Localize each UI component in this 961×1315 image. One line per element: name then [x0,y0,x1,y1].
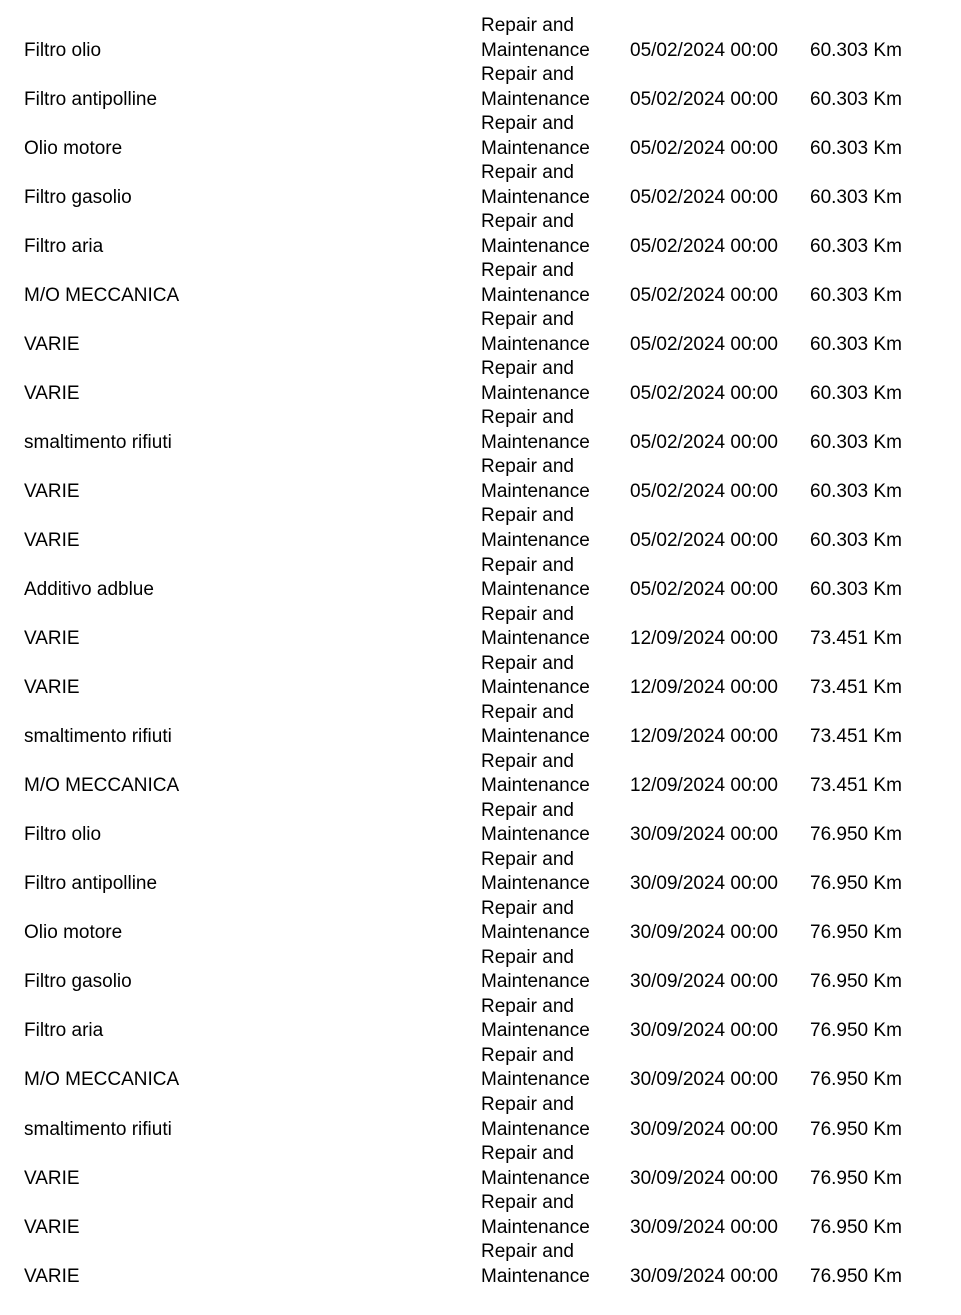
item-category-line1: Repair and [481,652,574,674]
item-mileage: 76.950 Km [810,1167,902,1189]
item-category-line1: Repair and [481,1044,574,1066]
item-category-line1: Repair and [481,358,574,380]
item-mileage: 60.303 Km [810,382,902,404]
item-mileage: 60.303 Km [810,284,902,306]
item-category [481,603,590,652]
item-description: VARIE [24,480,80,502]
item-date: 05/02/2024 00:00 [630,431,778,453]
table-row [0,1191,961,1240]
item-category-line1: Repair and [481,15,574,36]
table-row [0,112,961,161]
item-date: 05/02/2024 00:00 [630,88,778,110]
item-category-line2: Maintenance [481,137,590,159]
table-row [0,1142,961,1191]
item-category-line1: Repair and [481,162,574,184]
item-mileage: 73.451 Km [810,775,902,797]
item-date: 30/09/2024 00:00 [630,1020,778,1042]
item-date: 05/02/2024 00:00 [630,137,778,159]
item-mileage: 60.303 Km [810,39,902,61]
item-mileage: 73.451 Km [810,726,902,748]
item-description: Olio motore [24,922,123,944]
item-description: VARIE [24,1216,80,1238]
item-date: 12/09/2024 00:00 [630,628,778,650]
item-date: 05/02/2024 00:00 [630,480,778,502]
item-description: Olio motore [24,137,123,159]
item-description: Filtro olio [24,824,102,846]
item-category [481,1142,590,1191]
item-date: 05/02/2024 00:00 [630,235,778,257]
item-category [481,897,590,946]
item-category-line2: Maintenance [481,186,590,208]
item-description: smaltimento rifiuti [24,726,172,748]
table-row [0,504,961,553]
item-category-line1: Repair and [481,309,574,331]
item-description: M/O MECCANICA [24,775,180,797]
table-row [0,14,961,63]
table-row [0,1093,961,1142]
item-category-line1: Repair and [481,505,574,527]
item-category-line1: Repair and [481,603,574,625]
item-mileage: 60.303 Km [810,431,902,453]
table-row [0,1240,961,1289]
item-category [481,259,590,308]
item-category-line1: Repair and [481,946,574,968]
item-category-line1: Repair and [481,1192,574,1214]
item-mileage: 76.950 Km [810,1118,902,1140]
item-category-line2: Maintenance [481,677,590,699]
maintenance-table [0,14,961,1289]
item-category-line2: Maintenance [481,775,590,797]
item-date: 05/02/2024 00:00 [630,529,778,551]
item-description: Additivo adblue [24,579,154,601]
item-category [481,210,590,259]
item-category-line1: Repair and [481,456,574,478]
item-date: 12/09/2024 00:00 [630,677,778,699]
item-mileage: 60.303 Km [810,333,902,355]
item-category-line2: Maintenance [481,431,590,453]
item-category-line2: Maintenance [481,382,590,404]
item-description: VARIE [24,382,80,404]
item-description: VARIE [24,333,80,355]
item-mileage: 60.303 Km [810,137,902,159]
item-category [481,308,590,357]
item-category-line1: Repair and [481,64,574,86]
item-category [481,554,590,603]
item-date: 30/09/2024 00:00 [630,1167,778,1189]
item-category [481,504,590,553]
item-category-line2: Maintenance [481,1020,590,1042]
item-category-line2: Maintenance [481,480,590,502]
table-row [0,701,961,750]
item-mileage: 76.950 Km [810,1216,902,1238]
item-date: 30/09/2024 00:00 [630,1265,778,1287]
table-row [0,161,961,210]
item-mileage: 73.451 Km [810,628,902,650]
item-category-line1: Repair and [481,554,574,576]
table-row [0,1044,961,1093]
item-date: 12/09/2024 00:00 [630,775,778,797]
item-category-line2: Maintenance [481,971,590,993]
item-mileage: 76.950 Km [810,1020,902,1042]
item-mileage: 60.303 Km [810,480,902,502]
item-category [481,848,590,897]
item-mileage: 73.451 Km [810,677,902,699]
item-category-line1: Repair and [481,848,574,870]
item-category-line2: Maintenance [481,922,590,944]
item-category-line2: Maintenance [481,824,590,846]
table-row [0,799,961,848]
item-category [481,799,590,848]
item-date: 30/09/2024 00:00 [630,873,778,895]
item-category [481,14,590,63]
table-row [0,63,961,112]
item-mileage: 76.950 Km [810,971,902,993]
table-row [0,848,961,897]
item-mileage: 60.303 Km [810,186,902,208]
item-category [481,750,590,799]
item-category [481,406,590,455]
item-category [481,357,590,406]
item-category-line2: Maintenance [481,1216,590,1238]
item-mileage: 60.303 Km [810,579,902,601]
item-category [481,1093,590,1142]
item-mileage: 76.950 Km [810,922,902,944]
item-description: VARIE [24,628,80,650]
item-category-line1: Repair and [481,407,574,429]
item-description: Filtro gasolio [24,971,132,993]
item-date: 05/02/2024 00:00 [630,333,778,355]
item-mileage: 76.950 Km [810,1265,902,1287]
table-row [0,897,961,946]
item-category-line1: Repair and [481,113,574,135]
item-category [481,161,590,210]
table-row [0,995,961,1044]
item-description: smaltimento rifiuti [24,1118,172,1140]
item-description: smaltimento rifiuti [24,431,172,453]
item-category-line1: Repair and [481,897,574,919]
item-date: 30/09/2024 00:00 [630,922,778,944]
item-date: 30/09/2024 00:00 [630,1069,778,1091]
item-description: VARIE [24,1265,80,1287]
table-row [0,603,961,652]
item-description: Filtro gasolio [24,186,132,208]
item-description: VARIE [24,1167,80,1189]
item-category [481,1044,590,1093]
item-mileage: 76.950 Km [810,873,902,895]
item-mileage: 60.303 Km [810,88,902,110]
table-row [0,946,961,995]
item-category [481,1191,590,1240]
item-category-line2: Maintenance [481,1265,590,1287]
item-category-line2: Maintenance [481,235,590,257]
item-category-line2: Maintenance [481,284,590,306]
item-date: 05/02/2024 00:00 [630,186,778,208]
item-category [481,1240,590,1289]
item-date: 30/09/2024 00:00 [630,1118,778,1140]
table-row [0,455,961,504]
item-category [481,63,590,112]
item-category-line2: Maintenance [481,39,590,61]
item-category-line2: Maintenance [481,333,590,355]
item-category-line1: Repair and [481,995,574,1017]
item-date: 30/09/2024 00:00 [630,971,778,993]
item-category [481,455,590,504]
item-description: Filtro antipolline [24,88,158,110]
table-row [0,406,961,455]
item-category [481,112,590,161]
item-category-line2: Maintenance [481,873,590,895]
item-mileage: 76.950 Km [810,824,902,846]
item-category-line1: Repair and [481,260,574,282]
item-date: 30/09/2024 00:00 [630,824,778,846]
item-category-line2: Maintenance [481,579,590,601]
table-row [0,357,961,406]
item-category [481,995,590,1044]
item-date: 05/02/2024 00:00 [630,382,778,404]
item-category-line2: Maintenance [481,726,590,748]
item-category [481,652,590,701]
item-category-line2: Maintenance [481,1167,590,1189]
table-row [0,308,961,357]
item-mileage: 60.303 Km [810,529,902,551]
table-row [0,750,961,799]
item-date: 05/02/2024 00:00 [630,579,778,601]
item-category-line2: Maintenance [481,628,590,650]
item-description: M/O MECCANICA [24,1069,180,1091]
item-category-line2: Maintenance [481,88,590,110]
item-category-line1: Repair and [481,799,574,821]
item-mileage: 60.303 Km [810,235,902,257]
item-date: 05/02/2024 00:00 [630,284,778,306]
item-description: Filtro antipolline [24,873,158,895]
item-date: 30/09/2024 00:00 [630,1216,778,1238]
item-date: 12/09/2024 00:00 [630,726,778,748]
item-category-line1: Repair and [481,1143,574,1165]
item-category-line1: Repair and [481,701,574,723]
item-description: Filtro aria [24,235,104,257]
item-date: 05/02/2024 00:00 [630,39,778,61]
item-category [481,701,590,750]
item-description: Filtro olio [24,39,102,61]
table-row [0,259,961,308]
item-mileage: 76.950 Km [810,1069,902,1091]
table-row [0,652,961,701]
item-category-line1: Repair and [481,1094,574,1116]
item-description: Filtro aria [24,1020,104,1042]
item-category-line1: Repair and [481,750,574,772]
item-category-line2: Maintenance [481,529,590,551]
item-category-line2: Maintenance [481,1118,590,1140]
item-category [481,946,590,995]
item-category-line1: Repair and [481,1241,574,1263]
item-category-line1: Repair and [481,211,574,233]
table-row [0,554,961,603]
item-description: VARIE [24,529,80,551]
item-description: M/O MECCANICA [24,284,180,306]
item-category-line2: Maintenance [481,1069,590,1091]
item-description: VARIE [24,677,80,699]
table-row [0,210,961,259]
